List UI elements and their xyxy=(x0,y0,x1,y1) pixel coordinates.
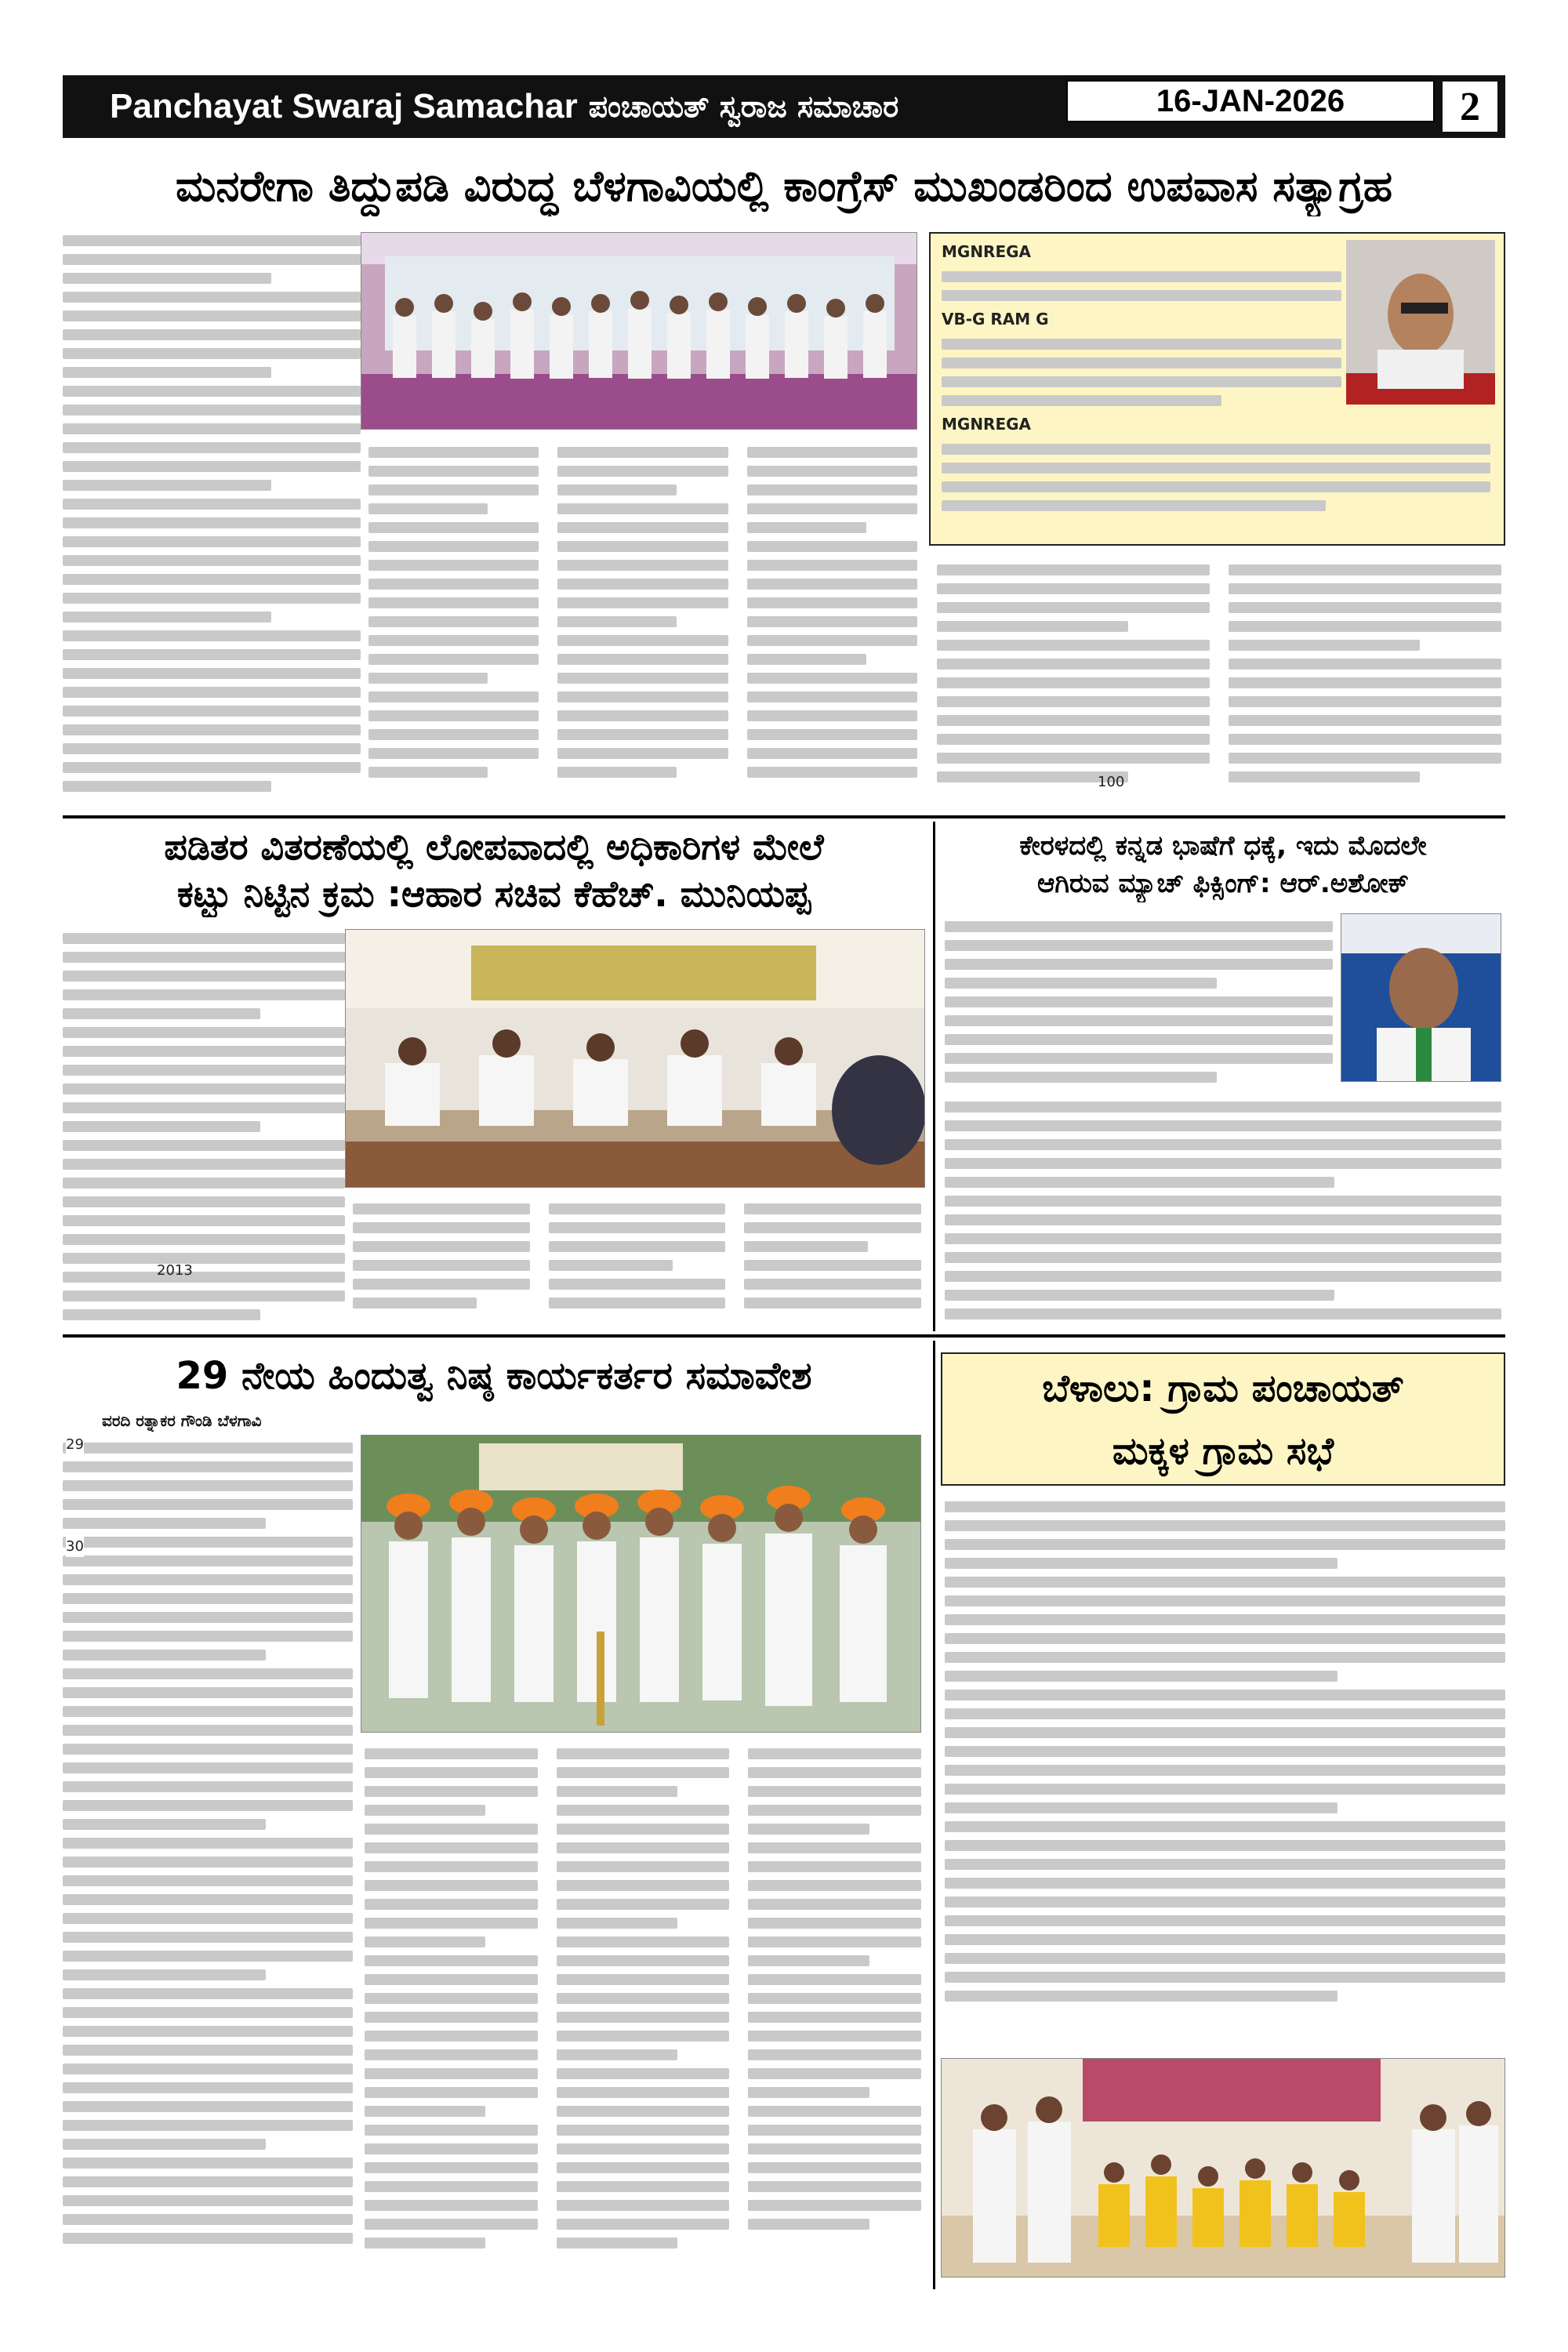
section-divider-1 xyxy=(63,815,1505,818)
page-number: 2 xyxy=(1443,82,1497,132)
hindutva-column-1 xyxy=(63,1435,353,2281)
mnrega-columns-lower xyxy=(368,439,917,808)
pds-headline-line1: ಪಡಿತರ ವಿತರಣೆಯಲ್ಲಿ ಲೋಪವಾದಲ್ಲಿ ಅಧಿಕಾರಿಗಳ ಮೇಲೆ xyxy=(164,826,824,868)
hindutva-number-30: 30 xyxy=(66,1537,84,1557)
gram-sabha-body-text xyxy=(945,1494,1505,2050)
hindutva-headline: 29 ನೇಯ ಹಿಂದುತ್ವ ನಿಷ್ಠ ಕಾರ್ಯಕರ್ತರ ಸಮಾವೇಶ xyxy=(176,1354,812,1398)
hindutva-number-29: 29 xyxy=(66,1435,84,1455)
gram-sabha-headline-line1: ಬೆಳಾಲು: ಗ್ರಾಮ ಪಂಚಾಯತ್ xyxy=(1042,1367,1404,1410)
mnrega-box-keyword-1: MGNREGA xyxy=(942,242,1032,261)
hindutva-byline: ವರದಿ ರತ್ನಾಕರ ಗೌಂಡಿ ಬೆಳಗಾವಿ xyxy=(102,1411,262,1430)
mnrega-box-keyword-2: VB-G RAM G xyxy=(942,310,1049,328)
mnrega-box-keyword-3: MGNREGA xyxy=(942,415,1032,434)
pds-columns-lower xyxy=(353,1196,921,1329)
mnrega-number-100: 100 xyxy=(1098,774,1125,790)
mnrega-column-1 xyxy=(63,227,361,808)
kerala-headline-line1: ಕೇರಳದಲ್ಲಿ ಕನ್ನಡ ಭಾಷೆಗೆ ಧಕ್ಕೆ, ಇದು ಮೊದಲೇ xyxy=(1019,830,1427,862)
pds-meeting-photo xyxy=(345,929,925,1188)
mnrega-headline: ಮನರೇಗಾ ತಿದ್ದುಪಡಿ ವಿರುದ್ಧ ಬೆಳಗಾವಿಯಲ್ಲಿ ಕಾಂಗ್ರೆಸ್ ಮುಖಂಡರಿಂದ ಉಪವಾಸ ಸತ್ಯಾಗ್ರಹ xyxy=(175,162,1392,211)
gram-sabha-photo xyxy=(941,2058,1505,2278)
issue-date: 16-JAN-2026 xyxy=(1066,80,1435,122)
gram-sabha-headline-box xyxy=(941,1352,1505,1486)
masthead-title-kannada: ಪಂಚಾಯತ್ ಸ್ವರಾಜ ಸಮಾಚಾರ xyxy=(588,89,899,124)
hindutva-columns-lower xyxy=(365,1740,921,2281)
mnrega-protest-photo xyxy=(361,232,917,430)
section-divider-2 xyxy=(63,1334,1505,1338)
masthead-title-english: Panchayat Swaraj Samachar xyxy=(110,87,578,125)
pds-column-1 xyxy=(63,925,345,1325)
hindutva-event-photo xyxy=(361,1435,921,1733)
masthead xyxy=(63,75,1505,138)
gram-sabha-headline-line2: ಮಕ್ಕಳ ಗ್ರಾಮ ಸಭೆ xyxy=(1112,1429,1334,1473)
mnrega-columns-right xyxy=(937,557,1501,808)
ashok-portrait-photo xyxy=(1341,913,1501,1082)
kerala-text-bottom xyxy=(945,1094,1501,1329)
kerala-headline-line2: ಆಗಿರುವ ಮ್ಯಾಚ್ ಫಿಕ್ಸಿಂಗ್: ಆರ್.ಅಶೋಕ್ xyxy=(1036,868,1410,899)
pds-headline-line2: ಕಟ್ಟು ನಿಟ್ಟಿನ ಕ್ರಮ :ಆಹಾರ ಸಚಿವ ಕೆಹೆಚ್. ಮುನಿಯಪ್ಪ xyxy=(176,873,811,915)
kerala-text-top xyxy=(945,913,1333,1086)
pds-year: 2013 xyxy=(157,1262,193,1279)
column-separator-1 xyxy=(933,822,935,1331)
mnrega-highlight-box xyxy=(929,232,1505,546)
mla-portrait-photo xyxy=(1346,240,1495,405)
column-separator-2 xyxy=(933,1341,935,2289)
